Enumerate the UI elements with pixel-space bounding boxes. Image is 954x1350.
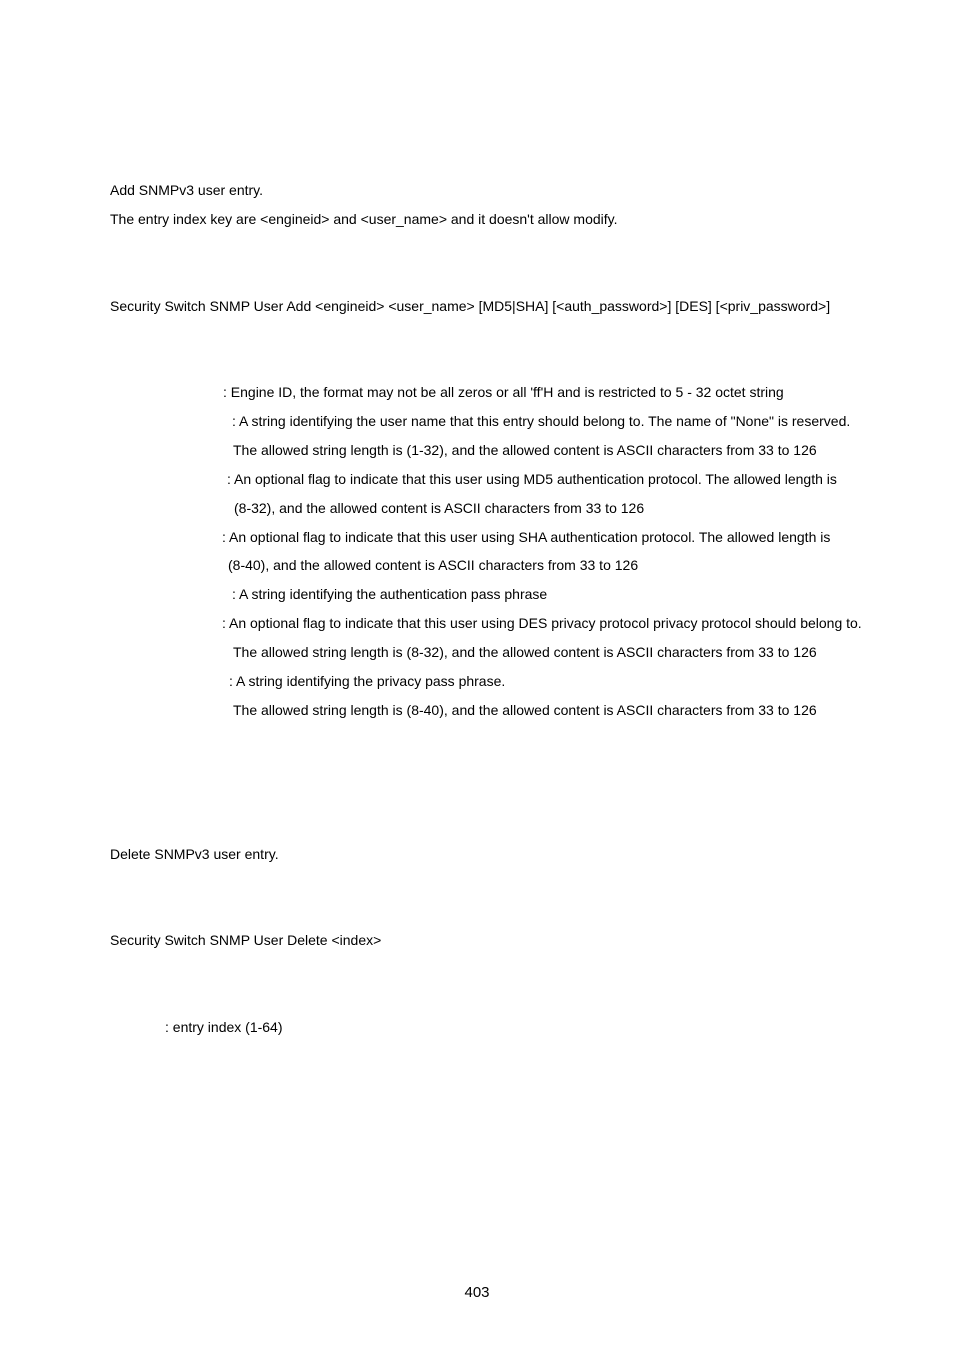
page-number: 403 [464,1284,490,1301]
param-md5-cont: (8-32), and the allowed content is ASCII characters from 33 to 126 [234,500,645,516]
param-md5: : An optional flag to indicate that this user using MD5 authentication protocol. The allowed length is [227,471,837,487]
param-priv-password-cont: The allowed string length is (8-40), and the allowed content is ASCII characters from 33 to 126 [233,702,817,718]
param-des-cont: The allowed string length is (8-32), and the allowed content is ASCII characters from 33 to 126 [233,644,817,660]
param-priv-password: : A string identifying the privacy pass phrase. [229,673,506,689]
param-user-name: : A string identifying the user name that this entry should belong to. The name of "None" is reserved. [232,413,851,429]
param-engineid: : Engine ID, the format may not be all zeros or all 'ff'H and is restricted to 5 - 32 octet string [223,384,784,400]
param-sha: : An optional flag to indicate that this user using SHA authentication protocol. The allowed length is [222,529,831,545]
add-syntax: Security Switch SNMP User Add <engineid> <user_name> [MD5|SHA] [<auth_password>] [DES] [<priv_password>] [110,298,831,314]
param-index: : entry index (1-64) [165,1019,283,1035]
delete-syntax: Security Switch SNMP User Delete <index> [110,932,382,948]
param-user-name-cont: The allowed string length is (1-32), and the allowed content is ASCII characters from 33 to 126 [233,442,817,458]
param-sha-cont: (8-40), and the allowed content is ASCII characters from 33 to 126 [228,557,639,573]
param-auth-password: : A string identifying the authentication pass phrase [232,586,548,602]
add-description-line-2: The entry index key are <engineid> and <user_name> and it doesn't allow modify. [110,211,618,227]
param-des: : An optional flag to indicate that this user using DES privacy protocol privacy protocol should belong to. [222,615,862,631]
delete-description: Delete SNMPv3 user entry. [110,846,279,862]
add-description-line-1: Add SNMPv3 user entry. [110,182,264,198]
